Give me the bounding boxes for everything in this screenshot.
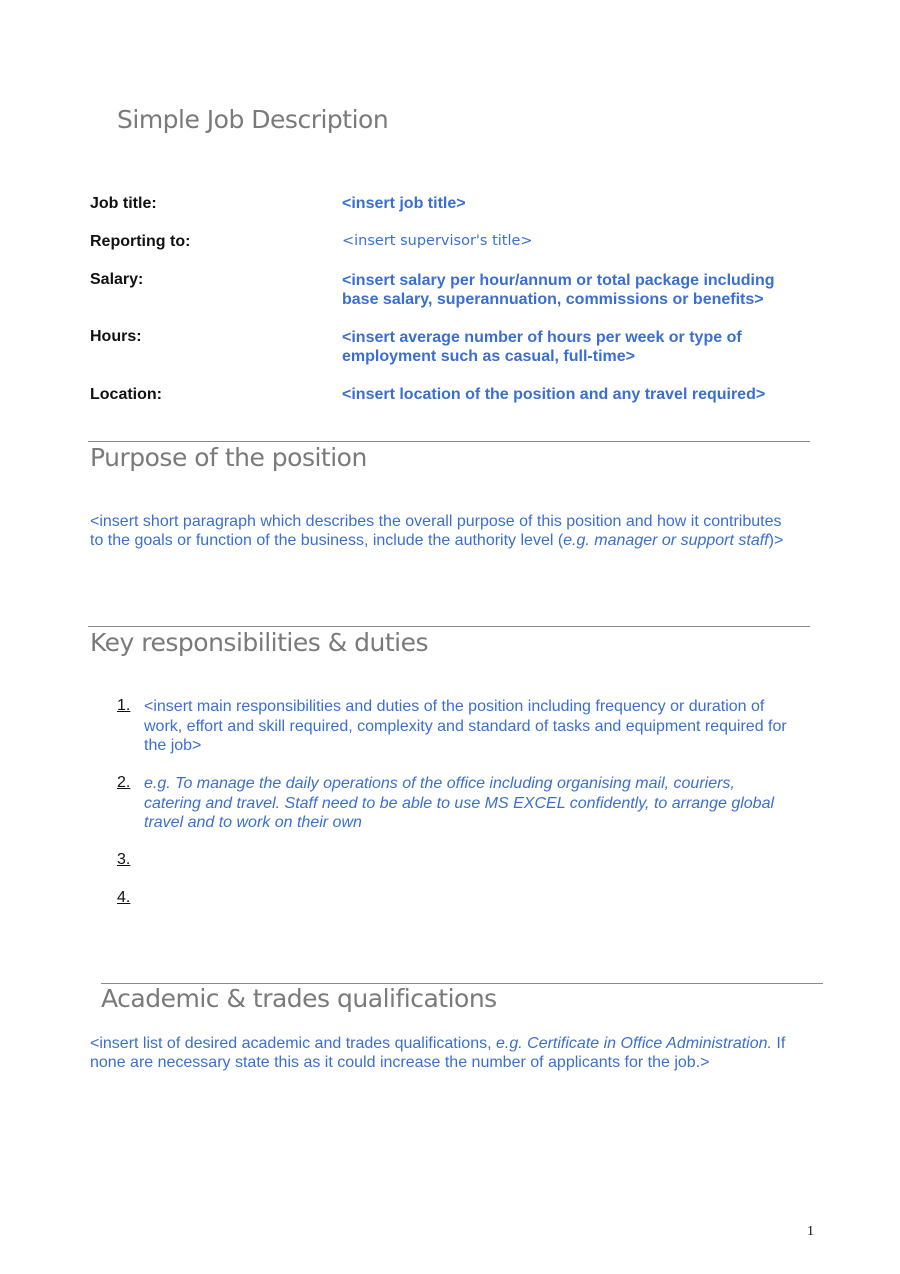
reporting-to-label: Reporting to: — [90, 233, 191, 250]
item-number: 4. — [117, 889, 131, 906]
location-value: <insert location of the position and any travel required> — [342, 386, 766, 403]
responsibilities-heading: Key responsibilities & duties — [90, 628, 429, 657]
item-line: work, effort and skill required, complexity and standard of tasks and equipment required for — [144, 717, 787, 735]
salary-label: Salary: — [90, 271, 144, 288]
item-line: e.g. To manage the daily operations of the office including organising mail, couriers, — [144, 775, 735, 792]
purpose-line2: to the goals or function of the business, include the authority level (e.g. manager or support staff)> — [90, 532, 784, 549]
qualifications-line1: <insert list of desired academic and trades qualifications, e.g. Certificate in Office Administration. If — [90, 1035, 786, 1052]
purpose-line1: <insert short paragraph which describes the overall purpose of this position and how it contributes — [90, 513, 782, 530]
job-title-label: Job title: — [90, 195, 157, 212]
page-number: 1 — [807, 1224, 814, 1239]
job-title-value: <insert job title> — [342, 195, 466, 212]
hours-label: Hours: — [90, 328, 142, 345]
hours-value-line1: <insert average number of hours per week or type of — [342, 329, 742, 346]
qualifications-line2: none are necessary state this as it could increase the number of applicants for the job.> — [90, 1054, 710, 1071]
item-number: 2. — [117, 774, 131, 791]
document-title: Simple Job Description — [117, 105, 389, 134]
qualifications-heading: Academic & trades qualifications — [101, 984, 497, 1013]
item-line: travel and to work on their own — [144, 814, 362, 831]
list-item — [144, 774, 774, 833]
item-number: 1. — [117, 697, 131, 714]
reporting-to-value: <insert supervisor's title> — [342, 233, 533, 249]
item-line: <insert main responsibilities and duties of the position including frequency or duration of — [144, 698, 765, 715]
item-number: 3. — [117, 851, 131, 868]
item-line: catering and travel. Staff need to be able to use MS EXCEL confidently, to arrange global — [144, 794, 775, 812]
purpose-heading: Purpose of the position — [90, 443, 367, 472]
purpose-divider — [88, 441, 810, 442]
item-line: the job> — [144, 737, 202, 754]
location-label: Location: — [90, 386, 162, 403]
salary-value-line1: <insert salary per hour/annum or total package including — [342, 272, 775, 289]
responsibilities-divider — [88, 626, 810, 627]
salary-value-line2: base salary, superannuation, commissions or benefits> — [342, 291, 764, 308]
hours-value-line2: employment such as casual, full-time> — [342, 348, 635, 365]
list-item — [144, 697, 787, 756]
